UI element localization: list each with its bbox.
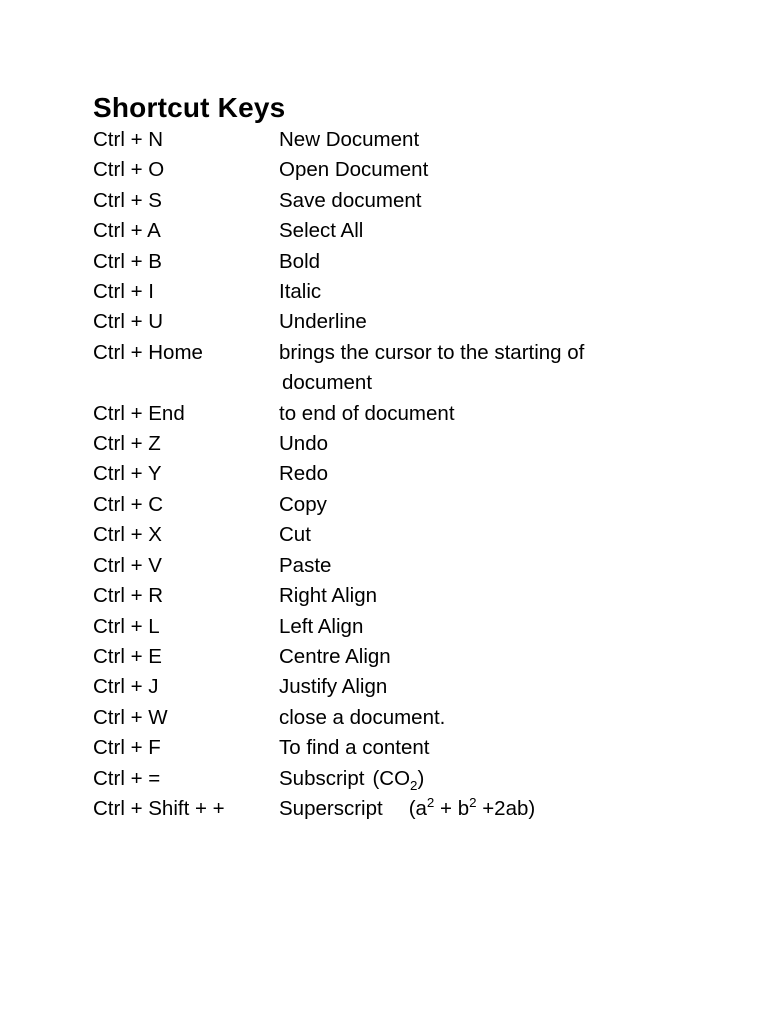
- shortcut-key: Ctrl + =: [93, 766, 161, 790]
- subscript-example-open: (CO: [372, 766, 411, 790]
- shortcut-key: Ctrl + V: [93, 553, 162, 577]
- shortcut-description: Redo: [279, 462, 329, 486]
- shortcut-key: Ctrl + Home: [93, 340, 203, 364]
- superscript-example-close: +2ab): [476, 796, 536, 820]
- shortcut-row: [93, 338, 733, 368]
- shortcut-description: Italic: [279, 280, 322, 304]
- shortcut-row: [93, 612, 733, 642]
- subscript-example: [372, 766, 425, 793]
- subscript-digit: 2: [410, 777, 418, 793]
- shortcut-row: [93, 186, 733, 216]
- shortcut-key: Ctrl + U: [93, 310, 164, 334]
- shortcut-description: Justify Align: [279, 675, 388, 699]
- shortcut-key: Ctrl + End: [93, 401, 185, 425]
- shortcut-key: Ctrl + Y: [93, 462, 162, 486]
- shortcut-description: Centre Align: [279, 644, 391, 668]
- shortcut-description: Right Align: [279, 584, 378, 608]
- superscript-example: [409, 797, 536, 820]
- shortcut-key: Ctrl + A: [93, 219, 161, 243]
- shortcut-key: Ctrl + S: [93, 188, 162, 212]
- shortcut-row: [93, 733, 733, 763]
- shortcut-row: [93, 125, 733, 155]
- shortcut-description: close a document.: [279, 705, 446, 729]
- shortcut-key: Ctrl + E: [93, 644, 162, 668]
- shortcut-key: Ctrl + I: [93, 280, 154, 304]
- shortcut-row: [93, 277, 733, 307]
- shortcut-key: Ctrl + C: [93, 492, 164, 516]
- shortcut-row-continuation: [93, 368, 733, 398]
- shortcut-row: [93, 520, 733, 550]
- shortcut-description-continued: document: [282, 371, 373, 395]
- subscript-example-close: ): [417, 766, 425, 790]
- shortcut-row: [93, 703, 733, 733]
- shortcut-description: Undo: [279, 432, 329, 456]
- shortcut-row: [93, 551, 733, 581]
- shortcut-key: Ctrl + N: [93, 128, 164, 151]
- document-page: [93, 88, 733, 824]
- shortcut-description: To find a content: [279, 736, 430, 760]
- shortcut-description: Left Align: [279, 614, 364, 638]
- shortcut-key: Ctrl + O: [93, 158, 165, 182]
- shortcut-row: [93, 307, 733, 337]
- shortcut-key: Ctrl + Shift + +: [93, 796, 225, 820]
- shortcut-row: [93, 672, 733, 702]
- superscript-digit: 2: [426, 795, 435, 811]
- shortcut-key-spacer: [93, 368, 279, 398]
- shortcut-key: Ctrl + W: [93, 705, 168, 729]
- shortcut-description: New Document: [279, 128, 420, 151]
- shortcut-key: Ctrl + Z: [93, 432, 161, 456]
- shortcut-row-subscript: [93, 764, 733, 794]
- shortcut-row: [93, 155, 733, 185]
- shortcut-row: [93, 581, 733, 611]
- shortcut-key: Ctrl + X: [93, 523, 162, 547]
- page-title: Shortcut Keys: [93, 92, 286, 123]
- shortcut-list: [93, 125, 733, 764]
- shortcut-key: Ctrl + L: [93, 614, 160, 638]
- shortcut-key: Ctrl + J: [93, 675, 159, 699]
- superscript-example-open: (a: [408, 796, 427, 820]
- shortcut-description: brings the cursor to the starting of: [279, 340, 585, 364]
- shortcut-description: Copy: [279, 492, 327, 516]
- shortcut-row: [93, 216, 733, 246]
- shortcut-key: Ctrl + R: [93, 584, 164, 608]
- superscript-label: Superscript: [279, 796, 383, 820]
- shortcut-description: Cut: [279, 523, 311, 547]
- shortcut-description: Underline: [279, 310, 367, 334]
- shortcut-row: [93, 490, 733, 520]
- shortcut-description: Select All: [279, 219, 364, 243]
- shortcut-row: [93, 642, 733, 672]
- shortcut-row: [93, 399, 733, 429]
- shortcut-key: Ctrl + B: [93, 249, 162, 273]
- shortcut-description: [279, 794, 733, 824]
- shortcut-description: Save document: [279, 188, 422, 212]
- shortcut-key: Ctrl + F: [93, 736, 161, 760]
- shortcut-description: to end of document: [279, 401, 455, 425]
- shortcut-description: [279, 764, 733, 794]
- superscript-example-mid: + b: [434, 796, 470, 820]
- shortcut-row: [93, 247, 733, 277]
- shortcut-row: [93, 429, 733, 459]
- shortcut-description: Open Document: [279, 158, 429, 182]
- shortcut-row: [93, 459, 733, 489]
- subscript-label: Subscript: [279, 766, 365, 790]
- shortcut-description: Bold: [279, 249, 321, 273]
- shortcut-description: Paste: [279, 553, 332, 577]
- shortcut-row-superscript: [93, 794, 733, 824]
- superscript-digit: 2: [469, 795, 477, 811]
